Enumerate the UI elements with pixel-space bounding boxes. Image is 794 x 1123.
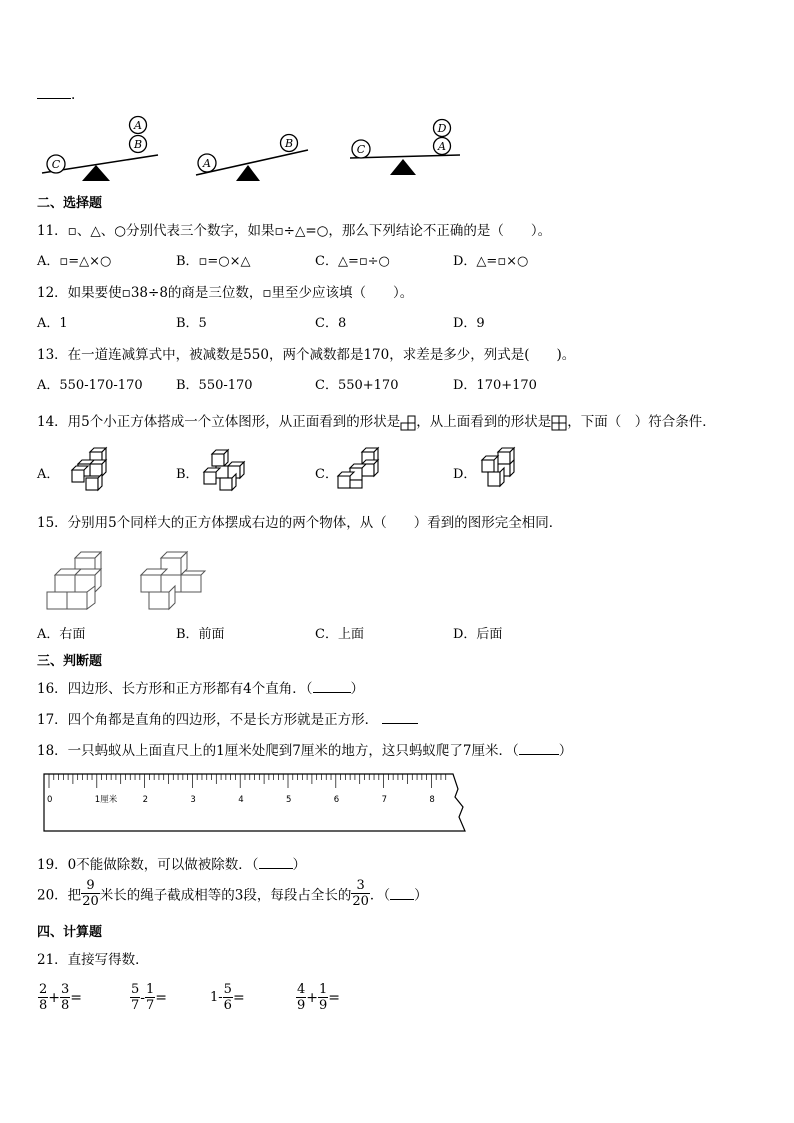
option-a[interactable]: A．右面: [37, 627, 86, 642]
q20-mid: 米长的绳子截成相等的3段，每段占全长的: [99, 887, 352, 904]
q17-text: 17．四个角都是直角的四边形，不是长方形就是正方形．: [37, 712, 379, 728]
question-11: 11．▫、△、○分别代表三个数字，如果▫÷△=○，那么下列结论不正确的是（ ）。: [37, 223, 552, 239]
option-b[interactable]: B．: [176, 467, 199, 482]
answer-blank[interactable]: [37, 86, 71, 99]
answer-blank[interactable]: [390, 887, 414, 900]
ruler-label: 4: [238, 795, 244, 805]
equals-sign: =: [155, 989, 168, 1006]
balance-2: [196, 135, 308, 182]
operator: +: [306, 989, 319, 1006]
equals-sign: =: [232, 989, 245, 1006]
ball-label: B: [133, 138, 143, 151]
fraction: [145, 982, 155, 1013]
option-c[interactable]: C．550+170: [315, 378, 399, 393]
option-b[interactable]: B．▫=○×△: [176, 254, 251, 269]
balance-3: [350, 120, 460, 176]
q16-text: 16．四边形、长方形和正方形都有4个直角．（: [37, 681, 313, 697]
q16-end: ）: [350, 681, 365, 697]
option-d[interactable]: D．9: [453, 316, 485, 331]
fraction-nine-twentieths: [81, 878, 100, 909]
option-c[interactable]: C．: [315, 467, 338, 482]
option-d[interactable]: D．△=▫×○: [453, 254, 529, 269]
ruler-label: 7: [381, 795, 388, 805]
cube-figure-a: [60, 448, 110, 493]
option-d[interactable]: D．后面: [453, 627, 503, 642]
expression-3[interactable]: [210, 982, 245, 1013]
ruler-label: 3: [190, 795, 196, 805]
option-a[interactable]: A．1: [37, 316, 68, 331]
denominator: 8: [39, 998, 48, 1013]
numerator: 3: [61, 982, 70, 997]
numerator: 2: [39, 982, 48, 997]
answer-blank[interactable]: [313, 680, 351, 693]
expression-2[interactable]: [130, 982, 167, 1013]
question-17: [37, 708, 418, 728]
cube-figure-d: [474, 446, 524, 491]
section-heading-judge: 三、判断题: [37, 654, 103, 669]
question-13: 13．在一道连减算式中，被减数是550，两个减数都是170，求差是多少，列式是( )。: [37, 347, 576, 363]
question-19: [37, 853, 306, 873]
ruler: [43, 773, 473, 833]
equals-sign: =: [70, 989, 83, 1006]
denominator: 9: [297, 998, 306, 1013]
ball-label: A: [203, 157, 211, 170]
balance-figures: [40, 115, 480, 185]
option-a[interactable]: A．550-170-170: [37, 378, 143, 393]
top-line-suffix: .: [71, 87, 76, 103]
denominator: 9: [319, 998, 328, 1013]
numerator: 9: [81, 878, 100, 894]
q20-post: ．（: [369, 887, 391, 904]
fraction: [38, 982, 48, 1013]
operator: +: [48, 989, 61, 1006]
expression-4[interactable]: [296, 982, 340, 1013]
block-object-right: [133, 552, 208, 612]
option-a[interactable]: A．: [37, 467, 60, 482]
question-20: [37, 878, 428, 909]
q18-end: ）: [558, 743, 573, 759]
block-object-left: [45, 552, 115, 612]
option-c[interactable]: C．8: [315, 316, 347, 331]
denominator: 7: [131, 998, 140, 1013]
balance-1: [42, 117, 158, 182]
denominator: 20: [352, 894, 369, 909]
ruler-label: 5: [286, 795, 292, 805]
question-15: 15．分别用5个同样大的正方体摆成右边的两个物体，从（ ）看到的图形完全相同．: [37, 515, 563, 531]
answer-blank[interactable]: [382, 711, 418, 724]
front-view-icon: [400, 415, 416, 431]
fraction: [296, 982, 306, 1013]
fraction: [60, 982, 70, 1013]
option-b[interactable]: B．5: [176, 316, 207, 331]
q18-text: 18．一只蚂蚁从上面直尺上的1厘米处爬到7厘米的地方，这只蚂蚁爬了7厘米．（: [37, 743, 519, 759]
q19-end: ）: [292, 857, 307, 873]
top-answer-line: [37, 86, 75, 103]
answer-blank[interactable]: [259, 856, 293, 869]
option-d[interactable]: D．170+170: [453, 378, 537, 393]
denominator: 20: [82, 894, 99, 909]
numerator: 1: [146, 982, 155, 997]
fraction: [130, 982, 140, 1013]
ruler-label: 1厘米: [94, 795, 118, 805]
equals-sign: =: [328, 989, 341, 1006]
question-12: 12．如果要使▫38÷8的商是三位数，▫里至少应该填（ ）。: [37, 285, 414, 301]
fraction-three-twentieths: [351, 878, 370, 909]
numerator: 4: [297, 982, 306, 997]
denominator: 6: [223, 998, 232, 1013]
numerator: 1: [319, 982, 328, 997]
denominator: 7: [146, 998, 155, 1013]
ruler-label: 8: [429, 795, 435, 805]
numerator: 5: [223, 982, 232, 997]
question-16: [37, 677, 364, 697]
operator: -: [140, 989, 146, 1006]
numerator: 3: [351, 878, 370, 894]
leading-term: 1-: [210, 990, 223, 1005]
section-heading-choice: 二、选择题: [37, 196, 103, 211]
option-d[interactable]: D．: [453, 467, 477, 482]
ball-label: A: [134, 119, 142, 132]
answer-blank[interactable]: [519, 742, 559, 755]
q20-end: ）: [414, 887, 428, 904]
ruler-label: 2: [142, 795, 149, 805]
cube-figure-b: [200, 448, 250, 493]
denominator: 8: [61, 998, 70, 1013]
q14-text-a: 14．用5个小正方体搭成一个立体图形，从正面看到的形状是: [37, 414, 401, 430]
ball-label: C: [356, 143, 366, 156]
question-21: 21．直接写得数．: [37, 952, 149, 968]
top-view-icon: [551, 412, 567, 434]
question-14: [37, 410, 716, 434]
option-b[interactable]: B．前面: [176, 627, 225, 642]
option-c[interactable]: C．上面: [315, 627, 364, 642]
q14-text-c: ，下面（ ）符合条件．: [567, 414, 716, 430]
fraction: [223, 982, 233, 1013]
option-b[interactable]: B．550-170: [176, 378, 253, 393]
expression-1[interactable]: [38, 982, 82, 1013]
ball-label: C: [51, 158, 61, 171]
ruler-label: 6: [333, 795, 340, 805]
ball-label: B: [284, 137, 294, 150]
q20-pre: 20．把: [37, 887, 82, 904]
q14-text-b: ，从上面看到的形状是: [416, 414, 552, 430]
fraction: [318, 982, 328, 1013]
ruler-label: 0: [47, 795, 53, 805]
option-a[interactable]: A．▫=△×○: [37, 254, 112, 269]
cube-figure-c: [336, 446, 386, 491]
numerator: 5: [131, 982, 140, 997]
ball-label: A: [438, 140, 446, 153]
q19-text: 19．0不能做除数，可以做被除数．（: [37, 857, 259, 873]
option-c[interactable]: C．△=▫÷○: [315, 254, 390, 269]
ball-label: D: [437, 122, 447, 135]
section-heading-calc: 四、计算题: [37, 925, 103, 940]
question-18: [37, 739, 572, 759]
